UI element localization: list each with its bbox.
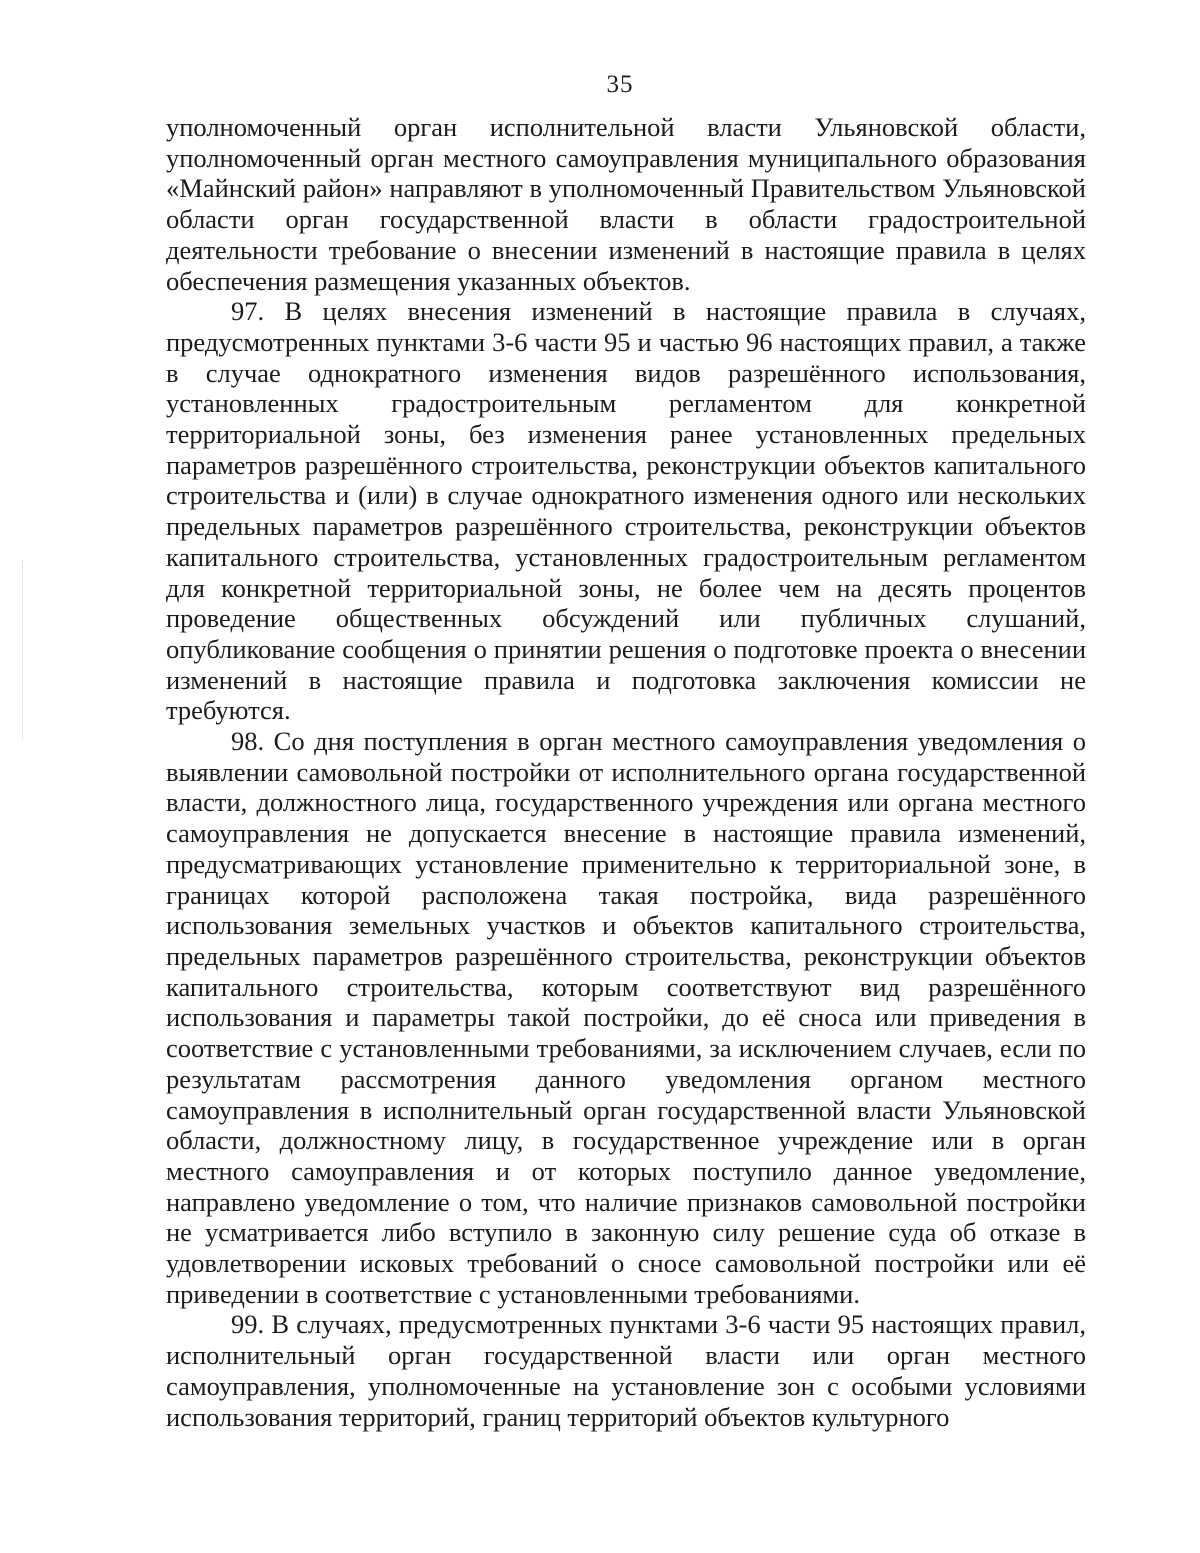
paragraph-99: 99. В случаях, предусмотренных пунктами 3-6 части 95 настоящих правил, исполнительный орган государственной власти или орган местного самоуправления, уполномоченные на установление зон с особыми условиями использования территорий, границ территорий объектов культурного xyxy=(166,1309,1086,1432)
scan-edge-mark xyxy=(22,560,24,740)
paragraph-continuation: уполномоченный орган исполнительной власти Ульяновской области, уполномоченный орган местного самоуправления муниципального образования «Майнский район» направляют в уполномоченный Правительством Ульяновской области орган государственной власти в области градостроительной деятельности требование о внесении изменений в настоящие правила в целях обеспечения размещения указанных объектов. xyxy=(166,112,1086,296)
paragraph-98: 98. Со дня поступления в орган местного самоуправления уведомления о выявлении самовольной постройки от исполнительного органа государственной власти, должностного лица, государственного учреждения или органа местного самоуправления не допускается внесение в настоящие правила изменений, предусматривающих установление применительно к территориальной зоне, в границах которой расположена такая постройка, вида разрешённого использования земельных участков и объектов капитального строительства, предельных параметров разрешённого строительства, реконструкции объектов капитального строительства, которым соответствуют вид разрешённого использования и параметры такой постройки, до её сноса или приведения в соответствие с установленными требованиями, за исключением случаев, если по результатам рассмотрения данного уведомления органом местного самоуправления в исполнительный орган государственной власти Ульяновской области, должностному лицу, в государственное учреждение или в орган местного самоуправления и от которых поступило данное уведомление, направлено уведомление о том, что наличие признаков самовольной постройки не усматривается либо вступило в законную силу решение суда об отказе в удовлетворении исковых требований о сносе самовольной постройки или её приведении в соответствие с установленными требованиями. xyxy=(166,726,1086,1309)
page-number: 35 xyxy=(606,71,634,98)
document-body xyxy=(166,112,1086,1432)
paragraph-97: 97. В целях внесения изменений в настоящие правила в случаях, предусмотренных пунктами 3-6 части 95 и частью 96 настоящих правил, а также в случае однократного изменения видов разрешённого использования, установленных градостроительным регламентом для конкретной территориальной зоны, без изменения ранее установленных предельных параметров разрешённого строительства, реконструкции объектов капитального строительства и (или) в случае однократного изменения одного или нескольких предельных параметров разрешённого строительства, реконструкции объектов капитального строительства, установленных градостроительным регламентом для конкретной территориальной зоны, не более чем на десять процентов проведение общественных обсуждений или публичных слушаний, опубликование сообщения о принятии решения о подготовке проекта о внесении изменений в настоящие правила и подготовка заключения комиссии не требуются. xyxy=(166,296,1086,726)
